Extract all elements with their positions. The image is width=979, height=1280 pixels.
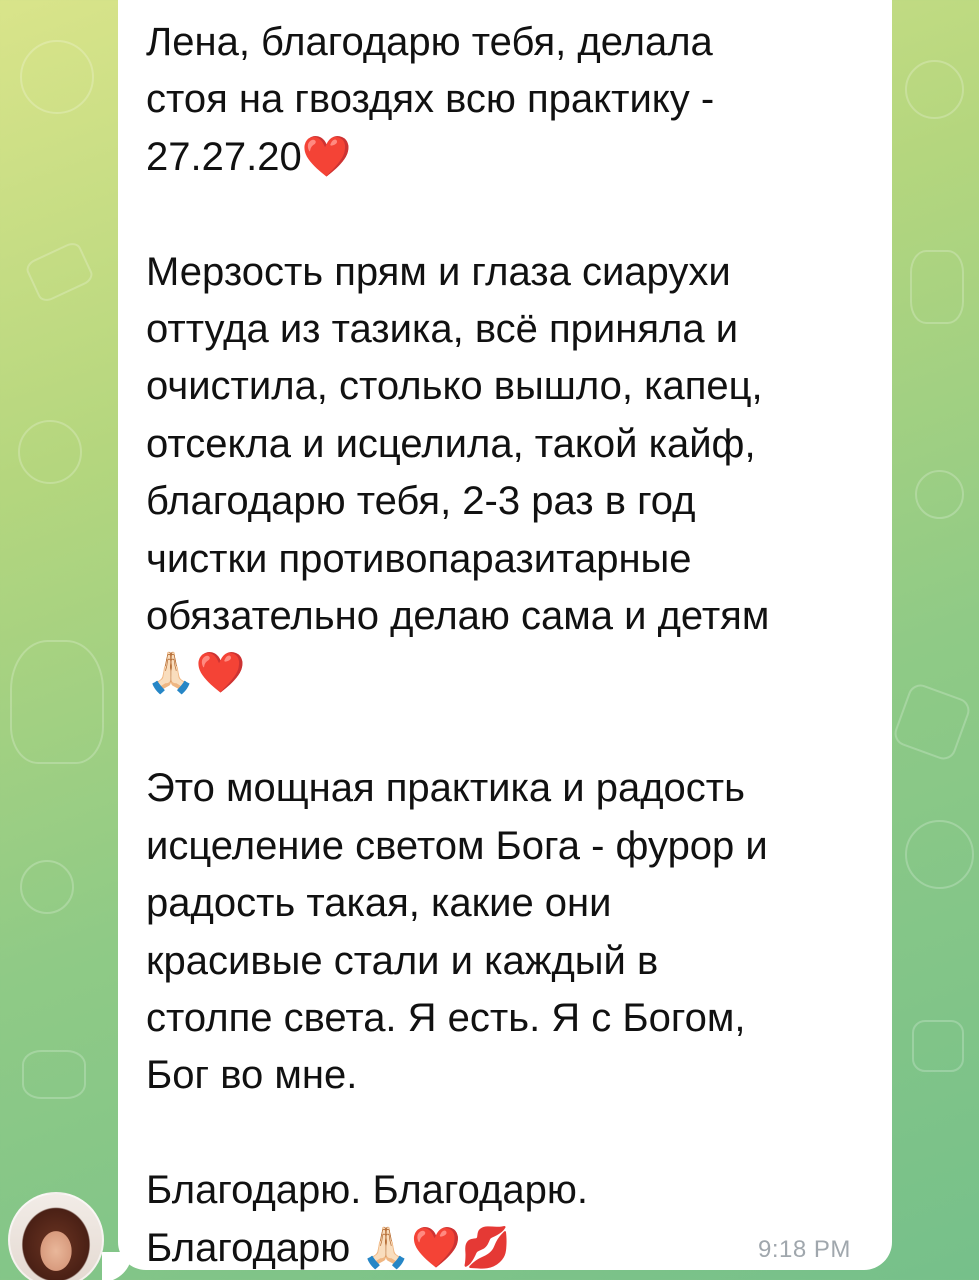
wallpaper-doodle [23,240,95,305]
wallpaper-doodle [20,860,74,914]
wallpaper-doodle [891,681,973,763]
wallpaper-doodle [10,640,104,764]
wallpaper-doodle [18,420,82,484]
wallpaper-doodle [915,470,964,519]
sender-avatar[interactable] [8,1192,104,1280]
wallpaper-doodle [20,40,94,114]
message-timestamp: 9:18 PM [758,1236,851,1263]
wallpaper-doodle [905,60,964,119]
message-text: Лена, благодарю тебя, делала стоя на гвоздях всю практику - 27.27.20❤️ Мерзость прям и глаза сиарухи оттуда из тазика, всё приняла и очистила, столько вышло, капец, отсекла и исцелила, такой кайф, благодарю тебя, 2-3 раз в год чистки противопаразитарные обязательно делаю сама и детям 🙏🏻❤️ Это мощная практика и радость исцеление светом Бога - фурор и радость такая, какие они красивые стали и каждый в столпе света. Я есть. Я с Богом, Бог во мне. Благодарю. Благодарю. Благодарю 🙏🏻❤️💋 [146,20,770,1270]
wallpaper-doodle [912,1020,964,1072]
wallpaper-doodle [905,820,974,889]
wallpaper-doodle [910,250,964,324]
wallpaper-doodle [22,1050,86,1099]
